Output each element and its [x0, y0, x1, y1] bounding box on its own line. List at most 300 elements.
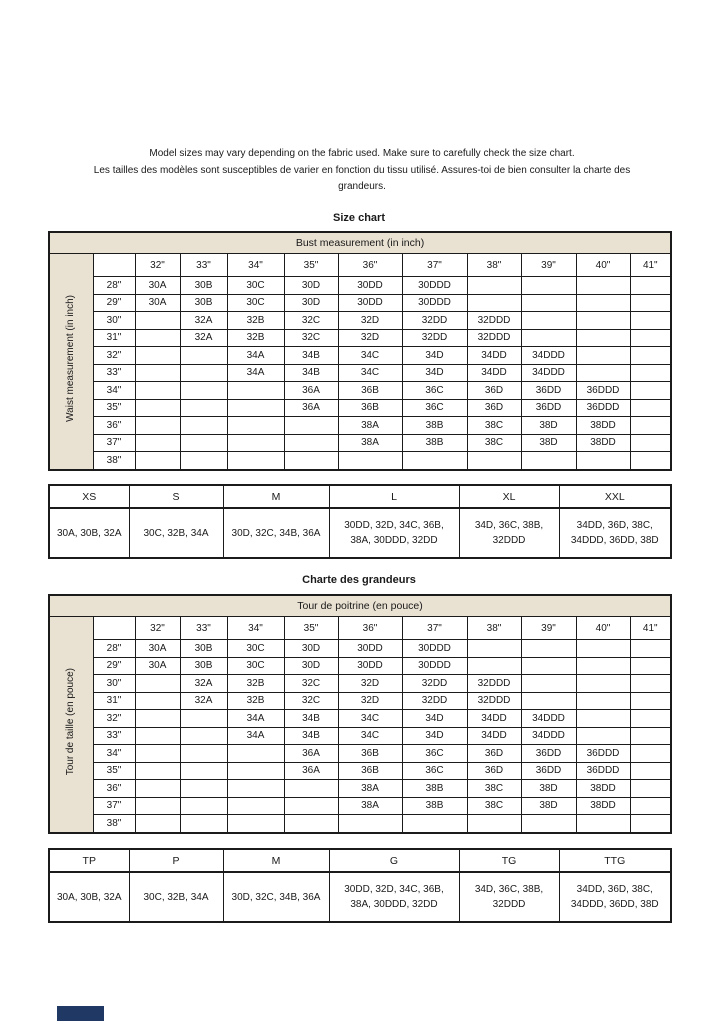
summary-sizes-cell: 30A, 30B, 32A: [49, 872, 129, 922]
size-cell: 30A: [135, 640, 180, 658]
size-cell: 30B: [180, 294, 227, 312]
size-cell: [284, 797, 338, 815]
size-table-row: [49, 762, 671, 780]
waist-row-header: 29": [93, 294, 135, 312]
size-cell: 34DD: [467, 364, 521, 382]
size-table-row: [49, 657, 671, 675]
size-cell: [630, 277, 671, 295]
size-cell: [227, 399, 284, 417]
size-cell: [630, 329, 671, 347]
size-cell: 36C: [402, 762, 467, 780]
size-cell: 30DDD: [402, 277, 467, 295]
size-cell: [135, 710, 180, 728]
bust-size-col-header: 39": [521, 617, 576, 640]
size-table-row: [49, 727, 671, 745]
size-cell: [338, 815, 402, 833]
waist-row-header: 31": [93, 329, 135, 347]
size-cell: [630, 780, 671, 798]
size-cell: 34A: [227, 347, 284, 365]
bust-measurement-header: Bust measurement (in inch): [49, 232, 671, 254]
size-cell: 38DD: [576, 417, 630, 435]
bust-size-col-header: 33": [180, 254, 227, 277]
size-cell: 32B: [227, 312, 284, 330]
size-cell: [227, 417, 284, 435]
size-cell: [284, 434, 338, 452]
size-cell: [180, 815, 227, 833]
bust-size-col-header: 33": [180, 617, 227, 640]
size-table-row: [49, 692, 671, 710]
bust-size-col-header: 32": [135, 617, 180, 640]
waist-measurement-label: Tour de taille (en pouce): [65, 668, 77, 776]
size-cell: [135, 329, 180, 347]
size-cell: [521, 675, 576, 693]
size-cell: [576, 675, 630, 693]
size-cell: 34DDD: [521, 347, 576, 365]
size-cell: [630, 347, 671, 365]
size-cell: 36B: [338, 745, 402, 763]
size-cell: [135, 399, 180, 417]
size-cell: [521, 657, 576, 675]
size-cell: 38A: [338, 797, 402, 815]
size-cell: [180, 452, 227, 470]
size-cell: 36DD: [521, 745, 576, 763]
size-cell: [135, 417, 180, 435]
intro-text: [66, 146, 658, 196]
size-cell: [576, 710, 630, 728]
size-cell: 38A: [338, 417, 402, 435]
size-cell: 30B: [180, 657, 227, 675]
size-cell: [630, 312, 671, 330]
size-table-row: [49, 277, 671, 295]
size-table-row: [49, 294, 671, 312]
size-cell: [576, 815, 630, 833]
size-cell: 36DD: [521, 382, 576, 400]
size-cell: 30DD: [338, 657, 402, 675]
size-cell: [180, 745, 227, 763]
size-cell: [630, 692, 671, 710]
bust-size-col-header: 32": [135, 254, 180, 277]
size-cell: 30D: [284, 657, 338, 675]
summary-size-label: S: [129, 485, 223, 508]
waist-row-header: 36": [93, 780, 135, 798]
size-cell: [135, 727, 180, 745]
size-cell: 38A: [338, 434, 402, 452]
size-cell: 38B: [402, 780, 467, 798]
size-cell: 30C: [227, 640, 284, 658]
size-cell: 34C: [338, 710, 402, 728]
size-cell: 38D: [521, 780, 576, 798]
size-cell: [135, 452, 180, 470]
waist-row-header: 31": [93, 692, 135, 710]
size-cell: [135, 780, 180, 798]
size-cell: 38C: [467, 797, 521, 815]
size-cell: 36D: [467, 399, 521, 417]
waist-row-header: 33": [93, 727, 135, 745]
waist-row-header: 32": [93, 347, 135, 365]
size-cell: [135, 745, 180, 763]
size-cell: 30D: [284, 294, 338, 312]
waist-row-header: 37": [93, 434, 135, 452]
size-cell: [135, 692, 180, 710]
size-cell: [576, 364, 630, 382]
size-cell: 32D: [338, 675, 402, 693]
size-cell: [467, 640, 521, 658]
size-cell: 38B: [402, 417, 467, 435]
size-cell: 32D: [338, 692, 402, 710]
size-cell: 36D: [467, 745, 521, 763]
size-cell: [521, 452, 576, 470]
waist-row-header: 34": [93, 382, 135, 400]
size-cell: [180, 417, 227, 435]
size-cell: 38DD: [576, 797, 630, 815]
size-table-row: [49, 434, 671, 452]
intro-line-fr-cont: grandeurs.: [338, 181, 386, 192]
size-cell: 32A: [180, 312, 227, 330]
summary-size-label: M: [223, 849, 329, 872]
waist-measurement-header: [49, 617, 93, 833]
size-table-row: [49, 797, 671, 815]
summary-sizes-cell: 30DD, 32D, 34C, 36B, 38A, 30DDD, 32DD: [329, 872, 459, 922]
size-cell: [180, 710, 227, 728]
size-cell: [521, 815, 576, 833]
size-cell: [467, 815, 521, 833]
size-cell: [284, 417, 338, 435]
size-table-row: [49, 312, 671, 330]
size-cell: 38DD: [576, 780, 630, 798]
size-cell: 32DDD: [467, 692, 521, 710]
size-cell: 34DDD: [521, 364, 576, 382]
size-cell: [467, 452, 521, 470]
bust-size-col-header: 36": [338, 617, 402, 640]
size-cell: 30C: [227, 657, 284, 675]
size-cell: [135, 797, 180, 815]
size-cell: [630, 745, 671, 763]
size-cell: [630, 797, 671, 815]
size-cell: 38D: [521, 417, 576, 435]
size-cell: 38B: [402, 434, 467, 452]
size-table-row: [49, 815, 671, 833]
size-cell: 36A: [284, 762, 338, 780]
size-cell: [521, 329, 576, 347]
size-cell: [227, 780, 284, 798]
summary-size-label: TG: [459, 849, 559, 872]
summary-sizes-cell: 30A, 30B, 32A: [49, 508, 129, 558]
size-cell: 38D: [521, 797, 576, 815]
size-cell: 32B: [227, 692, 284, 710]
summary-sizes-cell: 34DD, 36D, 38C, 34DDD, 36DD, 38D: [559, 508, 671, 558]
size-cell: 32A: [180, 329, 227, 347]
size-cell: [630, 710, 671, 728]
size-cell: 32D: [338, 312, 402, 330]
size-cell: 36C: [402, 399, 467, 417]
size-cell: 36DDD: [576, 382, 630, 400]
size-cell: [630, 399, 671, 417]
size-cell: 38C: [467, 780, 521, 798]
size-cell: 30A: [135, 277, 180, 295]
size-cell: 34D: [402, 710, 467, 728]
size-cell: 30DD: [338, 640, 402, 658]
size-cell: 38B: [402, 797, 467, 815]
size-cell: 36A: [284, 745, 338, 763]
size-table-row: [49, 675, 671, 693]
size-cell: [521, 312, 576, 330]
size-cell: 32B: [227, 329, 284, 347]
size-cell: 36D: [467, 762, 521, 780]
size-cell: [576, 657, 630, 675]
size-cell: 30DD: [338, 277, 402, 295]
summary-sizes-cell: 34D, 36C, 38B, 32DDD: [459, 872, 559, 922]
size-chart-title-en: Size chart: [333, 212, 385, 224]
size-cell: 32DD: [402, 675, 467, 693]
size-cell: 32C: [284, 312, 338, 330]
summary-size-label: XL: [459, 485, 559, 508]
corner-cell: [93, 254, 135, 277]
size-cell: [180, 780, 227, 798]
waist-row-header: 29": [93, 657, 135, 675]
waist-row-header: 38": [93, 452, 135, 470]
size-table-row: [49, 329, 671, 347]
size-cell: [227, 382, 284, 400]
size-cell: 36C: [402, 382, 467, 400]
size-cell: 30DDD: [402, 640, 467, 658]
size-cell: 36B: [338, 382, 402, 400]
size-cell: 32A: [180, 692, 227, 710]
size-cell: 30DD: [338, 294, 402, 312]
waist-row-header: 36": [93, 417, 135, 435]
size-chart-title-fr: Charte des grandeurs: [302, 574, 416, 586]
size-cell: 32DDD: [467, 312, 521, 330]
size-cell: [180, 434, 227, 452]
size-cell: [630, 294, 671, 312]
size-table-row: [49, 710, 671, 728]
size-cell: 34B: [284, 347, 338, 365]
size-cell: 32D: [338, 329, 402, 347]
size-cell: [630, 640, 671, 658]
size-cell: [135, 347, 180, 365]
waist-row-header: 30": [93, 675, 135, 693]
size-cell: [630, 727, 671, 745]
waist-row-header: 34": [93, 745, 135, 763]
size-cell: [284, 780, 338, 798]
summary-size-label: TTG: [559, 849, 671, 872]
size-cell: 38A: [338, 780, 402, 798]
size-cell: 32DDD: [467, 675, 521, 693]
summary-sizes-cell: 30DD, 32D, 34C, 36B, 38A, 30DDD, 32DD: [329, 508, 459, 558]
size-cell: 36C: [402, 745, 467, 763]
size-cell: 34C: [338, 347, 402, 365]
size-cell: 36DD: [521, 762, 576, 780]
size-cell: 32DDD: [467, 329, 521, 347]
size-cell: 30D: [284, 640, 338, 658]
size-cell: 30D: [284, 277, 338, 295]
summary-size-label: G: [329, 849, 459, 872]
size-cell: [180, 762, 227, 780]
size-cell: [284, 815, 338, 833]
size-cell: 34B: [284, 364, 338, 382]
size-table-row: [49, 452, 671, 470]
size-cell: [467, 294, 521, 312]
size-cell: [630, 434, 671, 452]
size-cell: [521, 277, 576, 295]
size-cell: 32C: [284, 675, 338, 693]
size-cell: 32DD: [402, 329, 467, 347]
size-cell: [576, 329, 630, 347]
summary-size-label: M: [223, 485, 329, 508]
summary-sizes-cell: 34DD, 36D, 38C, 34DDD, 36DD, 38D: [559, 872, 671, 922]
waist-row-header: 28": [93, 640, 135, 658]
size-cell: [402, 452, 467, 470]
waist-row-header: 33": [93, 364, 135, 382]
size-table-row: [49, 640, 671, 658]
bust-size-col-header: 38": [467, 254, 521, 277]
size-cell: [135, 364, 180, 382]
size-cell: 30DDD: [402, 657, 467, 675]
size-cell: [135, 675, 180, 693]
size-table-row: [49, 382, 671, 400]
size-cell: [227, 815, 284, 833]
corner-cell: [93, 617, 135, 640]
size-table-row: [49, 399, 671, 417]
size-cell: 32C: [284, 692, 338, 710]
size-cell: [630, 452, 671, 470]
summary-table-fr: [48, 848, 672, 923]
intro-line-fr: Les tailles des modèles sont susceptibles de varier en fonction du tissu utilisé. Assures-toi de bien consulter la charte des: [93, 164, 631, 176]
size-cell: [180, 399, 227, 417]
size-cell: [630, 382, 671, 400]
size-cell: [135, 815, 180, 833]
size-cell: 34DDD: [521, 727, 576, 745]
size-cell: 32B: [227, 675, 284, 693]
size-cell: 34DD: [467, 727, 521, 745]
size-cell: [467, 277, 521, 295]
size-cell: 34DD: [467, 710, 521, 728]
size-cell: [576, 312, 630, 330]
size-cell: [135, 312, 180, 330]
size-cell: 30DDD: [402, 294, 467, 312]
size-cell: 38D: [521, 434, 576, 452]
summary-size-label: P: [129, 849, 223, 872]
size-cell: 36B: [338, 399, 402, 417]
size-cell: 30B: [180, 640, 227, 658]
waist-row-header: 37": [93, 797, 135, 815]
size-cell: 30B: [180, 277, 227, 295]
size-cell: [576, 692, 630, 710]
waist-row-header: 32": [93, 710, 135, 728]
waist-row-header: 30": [93, 312, 135, 330]
size-cell: 32A: [180, 675, 227, 693]
size-cell: 36A: [284, 399, 338, 417]
summary-size-label: XS: [49, 485, 129, 508]
size-chart-table-fr: [48, 594, 672, 834]
waist-row-header: 35": [93, 762, 135, 780]
summary-sizes-cell: 34D, 36C, 38B, 32DDD: [459, 508, 559, 558]
size-cell: [180, 727, 227, 745]
size-table-row: [49, 347, 671, 365]
size-table-row: [49, 417, 671, 435]
size-cell: [402, 815, 467, 833]
size-cell: 34DD: [467, 347, 521, 365]
size-cell: [227, 452, 284, 470]
size-cell: [521, 640, 576, 658]
summary-sizes-cell: 30C, 32B, 34A: [129, 872, 223, 922]
size-cell: 32DD: [402, 312, 467, 330]
size-chart-table-en: [48, 231, 672, 471]
summary-size-label: L: [329, 485, 459, 508]
size-cell: 30C: [227, 294, 284, 312]
bust-size-col-header: 41": [630, 254, 671, 277]
bust-size-col-header: 37": [402, 254, 467, 277]
waist-row-header: 35": [93, 399, 135, 417]
bust-size-col-header: 36": [338, 254, 402, 277]
waist-measurement-header: [49, 254, 93, 470]
size-cell: [284, 452, 338, 470]
size-cell: 34C: [338, 727, 402, 745]
summary-table-en: [48, 484, 672, 559]
size-cell: 34D: [402, 364, 467, 382]
size-cell: [227, 434, 284, 452]
size-cell: [521, 692, 576, 710]
size-cell: 36DDD: [576, 762, 630, 780]
size-cell: 38C: [467, 434, 521, 452]
size-cell: 32DD: [402, 692, 467, 710]
size-cell: 34A: [227, 727, 284, 745]
size-cell: [630, 364, 671, 382]
summary-sizes-cell: 30D, 32C, 34B, 36A: [223, 872, 329, 922]
size-cell: [180, 382, 227, 400]
size-cell: 30A: [135, 657, 180, 675]
size-cell: [576, 727, 630, 745]
summary-sizes-row: [49, 508, 671, 558]
size-cell: [630, 675, 671, 693]
summary-sizes-cell: 30C, 32B, 34A: [129, 508, 223, 558]
size-cell: 34C: [338, 364, 402, 382]
size-cell: 34B: [284, 710, 338, 728]
size-cell: [135, 762, 180, 780]
size-cell: 36A: [284, 382, 338, 400]
size-cell: [630, 815, 671, 833]
size-cell: [227, 797, 284, 815]
size-cell: [180, 364, 227, 382]
summary-sizes-row: [49, 872, 671, 922]
bust-size-col-header: 34": [227, 617, 284, 640]
size-cell: 34D: [402, 347, 467, 365]
size-cell: [630, 417, 671, 435]
size-cell: [135, 434, 180, 452]
size-cell: 34A: [227, 364, 284, 382]
size-table-row: [49, 745, 671, 763]
size-cell: 38DD: [576, 434, 630, 452]
bust-size-col-header: 39": [521, 254, 576, 277]
size-cell: [576, 277, 630, 295]
size-cell: [227, 762, 284, 780]
size-cell: 34B: [284, 727, 338, 745]
size-cell: 30A: [135, 294, 180, 312]
size-cell: 34D: [402, 727, 467, 745]
size-cell: [630, 657, 671, 675]
waist-row-header: 28": [93, 277, 135, 295]
size-table-row: [49, 364, 671, 382]
bust-measurement-header: Tour de poitrine (en pouce): [49, 595, 671, 617]
size-table-row: [49, 780, 671, 798]
size-cell: 36DD: [521, 399, 576, 417]
bust-size-col-header: 40": [576, 617, 630, 640]
size-cell: 36DDD: [576, 399, 630, 417]
waist-measurement-label: Waist measurement (in inch): [65, 295, 77, 423]
size-cell: [180, 797, 227, 815]
waist-row-header: 38": [93, 815, 135, 833]
size-cell: [630, 762, 671, 780]
size-cell: [576, 347, 630, 365]
